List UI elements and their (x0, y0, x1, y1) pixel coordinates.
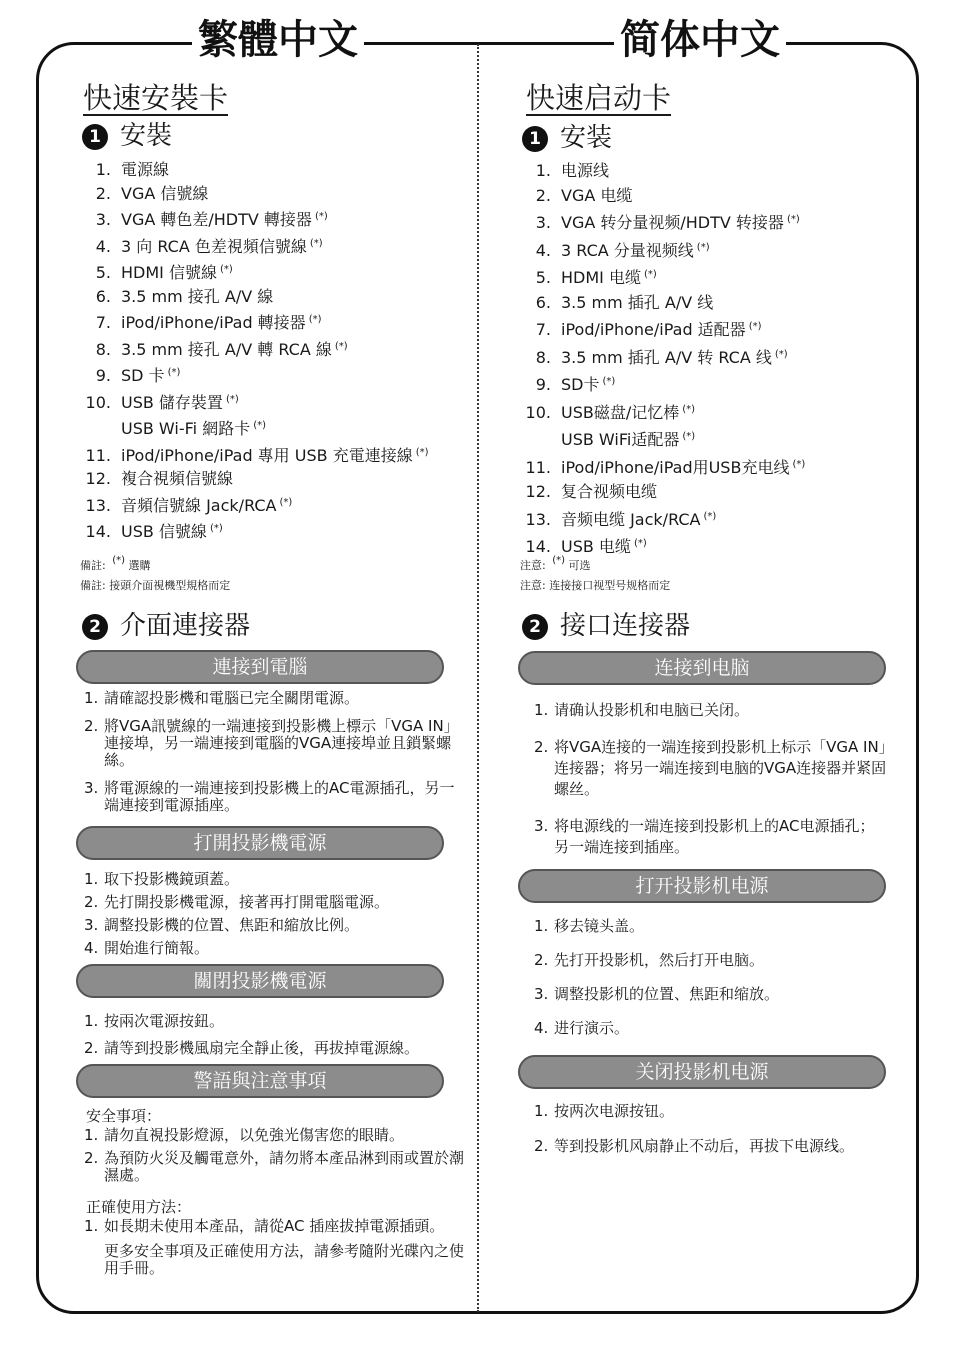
step-number: 4. (84, 939, 99, 957)
item-number: 9. (535, 375, 551, 394)
item-number: 12. (85, 469, 111, 488)
column-divider (477, 44, 479, 1312)
step-text: 将电源线的一端连接到投影机上的AC电源插孔；另一端连接到插座。 (554, 817, 875, 856)
item-text: USB Wi-Fi 網路卡 (121, 419, 251, 438)
step-number: 2. (534, 738, 549, 756)
step-item (84, 937, 462, 960)
note-text: 接頭介面視機型規格而定 (109, 579, 231, 592)
section-install-title (82, 120, 172, 152)
item-text: SD卡 (561, 375, 600, 394)
item-number: 5. (95, 263, 111, 282)
power-off-steps (84, 1008, 462, 1062)
item-number: 9. (95, 366, 111, 385)
step-item (534, 1018, 888, 1038)
step-text: 先打開投影機電源，接著再打開電腦電源。 (104, 893, 390, 911)
step-item (534, 1136, 854, 1157)
section-number-icon: 2 (522, 614, 548, 640)
parts-list-item (520, 236, 805, 264)
parts-list-item (520, 343, 805, 371)
step-item (84, 1218, 464, 1235)
step-item (534, 950, 888, 970)
optional-marker: (*) (309, 237, 323, 249)
safety-steps (84, 1127, 464, 1184)
optional-marker: (*) (209, 523, 223, 534)
section-title-text: 接口连接器 (560, 611, 691, 641)
notes (520, 551, 670, 596)
section-number-icon: 1 (82, 124, 108, 150)
note-line (520, 576, 670, 596)
note-text: 選購 (125, 559, 151, 572)
item-text: 複合視頻信號線 (121, 469, 234, 488)
usage-label: 正確使用方法： (86, 1198, 192, 1216)
item-text: 3.5 mm 接孔 A/V 線 (121, 286, 274, 306)
item-text: 电源线 (561, 161, 610, 180)
item-number: 7. (535, 320, 551, 339)
item-text: USB磁盘/记忆棒 (561, 402, 680, 422)
parts-list-item (80, 205, 429, 232)
section-title-text: 安装 (560, 123, 613, 153)
section-number-icon: 1 (522, 126, 548, 152)
step-number: 1. (84, 870, 99, 888)
step-number: 4. (534, 1019, 549, 1037)
item-number: 10. (85, 392, 111, 412)
step-number: 1. (534, 917, 549, 935)
parts-list (80, 158, 429, 544)
item-text: iPod/iPhone/iPad用USB充电线 (561, 457, 790, 477)
optional-marker: (*) (633, 538, 647, 549)
step-number: 2. (84, 1039, 99, 1057)
item-text: iPod/iPhone/iPad 轉接器 (121, 313, 306, 332)
item-text: 复合视频电缆 (561, 482, 658, 501)
parts-list-item (520, 159, 805, 184)
optional-marker: (*) (792, 458, 806, 470)
item-text: 電源線 (121, 160, 170, 179)
note-line (80, 551, 230, 576)
step-item (84, 1008, 462, 1035)
step-item (84, 1150, 464, 1184)
optional-marker: (*) (552, 555, 566, 566)
optional-marker: (*) (682, 403, 696, 415)
step-text: 调整投影机的位置、焦距和缩放。 (554, 985, 780, 1003)
parts-list-item (520, 398, 805, 426)
parts-list (520, 159, 805, 560)
step-number: 3. (534, 817, 549, 835)
item-number: 4. (95, 236, 111, 256)
item-text: VGA 信號線 (121, 183, 209, 203)
pill-connect-computer: 連接到電腦 (76, 650, 444, 684)
card-title: 快速启动卡 (526, 81, 672, 115)
item-text: 3 向 RCA 色差視頻信號線 (121, 236, 307, 256)
note-text: 可选 (565, 559, 591, 572)
item-text: 音频电缆 Jack/RCA (561, 509, 701, 529)
item-text: VGA 转分量视频/HDTV 转接器 (561, 213, 784, 232)
connect-steps (534, 700, 888, 858)
step-text: 将VGA连接的一端连接到投影机上标示「VGA IN」连接器；将另一端连接到电脑的VGA连接器并紧固螺丝。 (554, 738, 887, 798)
step-text: 先打开投影机，然后打开电脑。 (554, 951, 765, 969)
optional-marker: (*) (415, 446, 429, 458)
item-number: 1. (95, 160, 111, 179)
step-text: 請勿直視投影燈源，以免強光傷害您的眼睛。 (104, 1126, 405, 1144)
item-text: USB 儲存裝置 (121, 392, 223, 412)
step-item (534, 916, 888, 936)
step-item (84, 1243, 464, 1277)
safety-label: 安全事項： (86, 1107, 162, 1125)
item-text: iPod/iPhone/iPad 專用 USB 充電連接線 (121, 445, 413, 465)
item-text: 3.5 mm 接孔 A/V 轉 RCA 線 (121, 339, 332, 359)
step-text: 將電源線的一端連接到投影機上的AC電源插孔，另一端連接到電源插座。 (104, 779, 455, 814)
parts-list-item (520, 370, 805, 398)
step-text: 為預防火災及觸電意外，請勿將本產品淋到雨或置於潮濕處。 (104, 1149, 465, 1184)
item-number: 2. (95, 183, 111, 203)
parts-list-item (80, 308, 429, 335)
step-text: 請等到投影機風扇完全靜止後，再拔掉電源線。 (104, 1039, 420, 1057)
step-number (84, 1243, 104, 1277)
note-text: 连接接口视型号规格而定 (549, 579, 671, 592)
note-prefix: 注意: (520, 579, 550, 592)
optional-marker: (*) (748, 321, 762, 332)
parts-list-item (520, 263, 805, 291)
power-on-steps (534, 916, 888, 1038)
item-text: HDMI 信號線 (121, 263, 217, 282)
optional-marker: (*) (696, 241, 710, 253)
optional-marker: (*) (314, 211, 328, 222)
item-text: VGA 轉色差/HDTV 轉接器 (121, 210, 312, 229)
optional-marker: (*) (334, 340, 348, 352)
optional-marker: (*) (308, 314, 322, 325)
header-traditional: 繁體中文 (192, 14, 364, 66)
step-text: 移去镜头盖。 (554, 917, 645, 935)
step-item (84, 690, 462, 707)
item-number: 1. (535, 161, 551, 180)
parts-list-item (80, 232, 429, 259)
step-number: 1. (84, 1217, 99, 1235)
optional-marker: (*) (643, 269, 657, 280)
optional-marker: (*) (602, 376, 616, 387)
item-number: 13. (85, 495, 111, 515)
item-number: 10. (525, 402, 551, 422)
step-number: 1. (84, 689, 99, 707)
usage-steps (84, 1218, 464, 1277)
optional-marker: (*) (225, 393, 239, 405)
note-prefix: 注意: (520, 559, 550, 572)
item-text: SD 卡 (121, 366, 165, 385)
section-connectors-title (522, 610, 690, 642)
step-text: 更多安全事項及正確使用方法，請參考隨附光碟內之使用手冊。 (104, 1242, 465, 1277)
parts-list-item (520, 480, 805, 505)
item-number: 5. (535, 268, 551, 287)
step-item (84, 780, 462, 814)
parts-list-item (80, 335, 429, 362)
connect-steps (84, 690, 462, 814)
parts-list-item (520, 505, 805, 533)
parts-list-item (80, 491, 429, 518)
power-off-steps (534, 1101, 854, 1157)
item-text: 3.5 mm 插孔 A/V 线 (561, 292, 714, 312)
note-line (80, 576, 230, 596)
parts-list-item (520, 453, 805, 481)
section-title-text: 安裝 (120, 121, 173, 151)
optional-marker: (*) (774, 348, 788, 360)
step-item (84, 914, 462, 937)
item-number: 13. (525, 509, 551, 529)
step-item (534, 816, 888, 858)
item-text: 3 RCA 分量视频线 (561, 240, 694, 260)
parts-list-item (80, 467, 429, 491)
optional-marker: (*) (682, 431, 696, 442)
step-item (84, 718, 462, 769)
item-text: USB WiFi适配器 (561, 430, 680, 449)
step-item (84, 891, 462, 914)
item-number: 12. (525, 482, 551, 501)
step-number: 2. (84, 1149, 99, 1167)
item-number: 4. (535, 240, 551, 260)
parts-list-item (80, 388, 429, 415)
step-text: 进行演示。 (554, 1019, 630, 1037)
parts-list-item (80, 441, 429, 468)
item-text: HDMI 电缆 (561, 268, 641, 287)
parts-list-item (80, 361, 429, 388)
item-number: 3. (95, 210, 111, 229)
item-number: 11. (85, 445, 111, 465)
optional-marker: (*) (786, 214, 800, 225)
step-text: 將VGA訊號線的一端連接到投影機上標示「VGA IN」連接埠，另一端連接到電腦的VGA連接埠並且鎖緊螺絲。 (104, 717, 459, 769)
step-text: 如長期未使用本產品，請從AC 插座拔掉電源插頭。 (104, 1217, 445, 1235)
step-item (84, 1035, 462, 1062)
step-number: 2. (534, 1137, 549, 1155)
parts-list-item (520, 208, 805, 236)
optional-marker: (*) (703, 510, 717, 522)
power-on-steps (84, 868, 462, 960)
parts-list-item (520, 291, 805, 316)
pill-power-on: 打开投影机电源 (518, 869, 886, 903)
step-text: 按兩次電源按鈕。 (104, 1012, 225, 1030)
section-title-text: 介面連接器 (120, 611, 251, 641)
step-item (84, 1127, 464, 1144)
step-number: 2. (84, 717, 99, 735)
parts-list-item (80, 517, 429, 544)
step-item (534, 1101, 854, 1122)
pill-connect-computer: 连接到电脑 (518, 651, 886, 685)
note-prefix: 備註: (80, 559, 110, 572)
optional-marker: (*) (279, 496, 293, 508)
header-simplified: 简体中文 (614, 14, 786, 66)
item-number: 6. (95, 286, 111, 306)
optional-marker: (*) (219, 264, 233, 275)
step-number: 1. (534, 701, 549, 719)
parts-list-item (80, 414, 429, 441)
step-number: 1. (534, 1102, 549, 1120)
step-number: 3. (534, 985, 549, 1003)
step-number: 1. (84, 1012, 99, 1030)
item-number: 8. (535, 347, 551, 367)
step-number: 3. (84, 779, 99, 797)
step-item (84, 868, 462, 891)
item-number: 14. (85, 522, 111, 541)
item-number: 7. (95, 313, 111, 332)
step-text: 按两次电源按钮。 (554, 1102, 675, 1120)
parts-list-item (520, 315, 805, 343)
item-number: 14. (525, 537, 551, 556)
item-number: 11. (525, 457, 551, 477)
optional-marker: (*) (253, 420, 267, 431)
step-text: 请确认投影机和电脑已关闭。 (554, 701, 750, 719)
pill-power-on: 打開投影機電源 (76, 826, 444, 860)
optional-marker: (*) (112, 555, 126, 566)
item-text: USB 信號線 (121, 522, 207, 541)
optional-marker: (*) (167, 367, 181, 378)
step-item (534, 700, 888, 721)
step-text: 調整投影機的位置、焦距和縮放比例。 (104, 916, 360, 934)
step-text: 取下投影機鏡頭蓋。 (104, 870, 240, 888)
step-text: 請確認投影機和電腦已完全關閉電源。 (104, 689, 360, 707)
item-number: 3. (535, 213, 551, 232)
step-item (534, 737, 888, 800)
note-prefix: 備註: (80, 579, 110, 592)
parts-list-item (520, 425, 805, 453)
parts-list-item (80, 258, 429, 285)
parts-list-item (520, 184, 805, 209)
card-title: 快速安裝卡 (83, 81, 229, 115)
parts-list-item (80, 158, 429, 182)
pill-power-off: 關閉投影機電源 (76, 964, 444, 998)
item-text: VGA 电缆 (561, 185, 633, 205)
item-number: 6. (535, 292, 551, 312)
step-item (534, 984, 888, 1004)
item-number: 2. (535, 185, 551, 205)
step-number: 2. (84, 893, 99, 911)
section-number-icon: 2 (82, 614, 108, 640)
item-text: USB 电缆 (561, 537, 631, 556)
section-install-title (522, 122, 612, 154)
step-text: 等到投影机风扇静止不动后，再拔下电源线。 (554, 1137, 855, 1155)
pill-warnings: 警語與注意事項 (76, 1064, 444, 1098)
step-text: 開始進行簡報。 (104, 939, 210, 957)
item-text: iPod/iPhone/iPad 适配器 (561, 320, 746, 339)
step-number: 3. (84, 916, 99, 934)
item-number: 8. (95, 339, 111, 359)
section-connectors-title (82, 610, 250, 642)
item-text: 3.5 mm 插孔 A/V 转 RCA 线 (561, 347, 772, 367)
parts-list-item (80, 182, 429, 206)
pill-power-off: 关闭投影机电源 (518, 1055, 886, 1089)
step-number: 2. (534, 951, 549, 969)
note-line (520, 551, 670, 576)
item-text: 音頻信號線 Jack/RCA (121, 495, 277, 515)
parts-list-item (80, 285, 429, 309)
step-number: 1. (84, 1126, 99, 1144)
notes (80, 551, 230, 596)
